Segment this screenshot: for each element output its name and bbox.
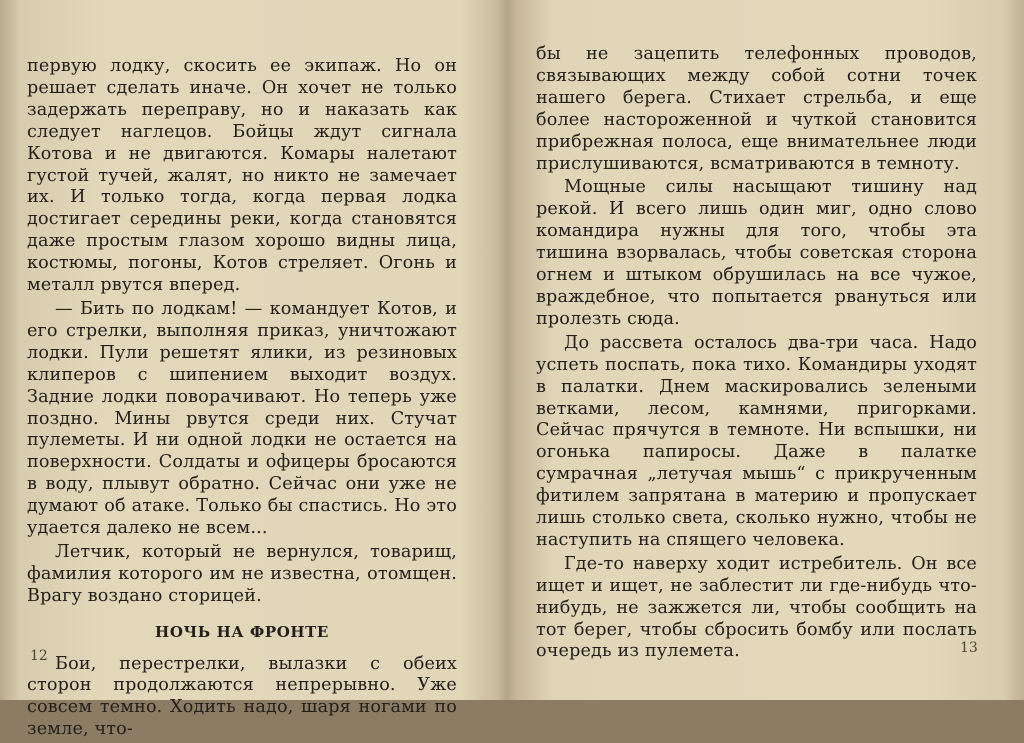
right-page-text (536, 44, 977, 665)
paragraph: До рассвета осталось два-три часа. Надо успеть поспать, пока тихо. Командиры уходят в палатки. Днем маскировались зелеными ветками, лесом, камнями, пригорками. Сейчас прячутся в темноте. Ни вспышки, ни огонька папиросы. Даже в палатке сумрачная „летучая мышь“ с прикрученным фитилем запрятана в материю и пропускает лишь столько света, сколько нужно, чтобы не наступить на спящего человека. (536, 332, 977, 550)
paragraph: Где-то наверху ходит истребитель. Он все ищет и ищет, не заблестит ли где-нибудь что-нибудь, не зажжется ли, чтобы сообщить на тот берег, чтобы сбросить бомбу или послать очередь из пулемета. (536, 553, 977, 662)
paragraph: первую лодку, скосить ее экипаж. Но он решает сделать иначе. Он хочет не только задержать переправу, но и наказать как следует наглецов. Бойцы ждут сигнала Котова и не двигаются. Комары налетают густой тучей, жалят, но никто не замечает их. И только тогда, когда первая лодка достигает середины реки, когда становятся даже простым глазом хорошо видны лица, костюмы, погоны, Котов стреляет. Огонь и металл рвутся вперед. (27, 56, 457, 296)
paragraph: бы не зацепить телефонных проводов, связывающих между собой сотни точек нашего берега. Стихает стрельба, и еще более настороженной и чуткой становится прибрежная полоса, еще внимательнее люди прислушиваются, всматриваются в темноту. (536, 44, 977, 174)
right-page (505, 0, 1024, 700)
paragraph: — Бить по лодкам! — командует Котов, и его стрелки, выполняя приказ, уничтожают лодки. Пули решетят ялики, из резиновых клиперов с шипением выходит воздух. Задние лодки поворачивают. Но теперь уже поздно. Мины рвутся среди них. Стучат пулеметы. И ни одной лодки не остается на поверхности. Солдаты и офицеры бросаются в воду, плывут обратно. Сейчас они уже не думают об атаке. Только бы спастись. Но это удается далеко не всем... (27, 298, 457, 539)
left-page (0, 0, 505, 740)
page-number: 12 (30, 648, 48, 664)
paragraph: Мощные силы насыщают тишину над рекой. И всего лишь один миг, одно слово командира нужны для того, чтобы эта тишина взорвалась, чтобы советская сторона огнем и штыком обрушилась на все чужое, враждебное, что попытается рвануться или пролезть сюда. (536, 177, 977, 329)
paragraph: Бои, перестрелки, вылазки с обеих сторон продолжаются непрерывно. Уже совсем темно. Ходить надо, шаря ногами по земле, что- (27, 653, 457, 740)
page-number: 13 (960, 640, 978, 656)
section-heading: НОЧЬ НА ФРОНТЕ (155, 622, 329, 641)
paragraph: Летчик, который не вернулся, товарищ, фамилия которого им не известна, отомщен. Врагу воздано сторицей. (27, 541, 457, 606)
left-page-text (27, 56, 457, 743)
